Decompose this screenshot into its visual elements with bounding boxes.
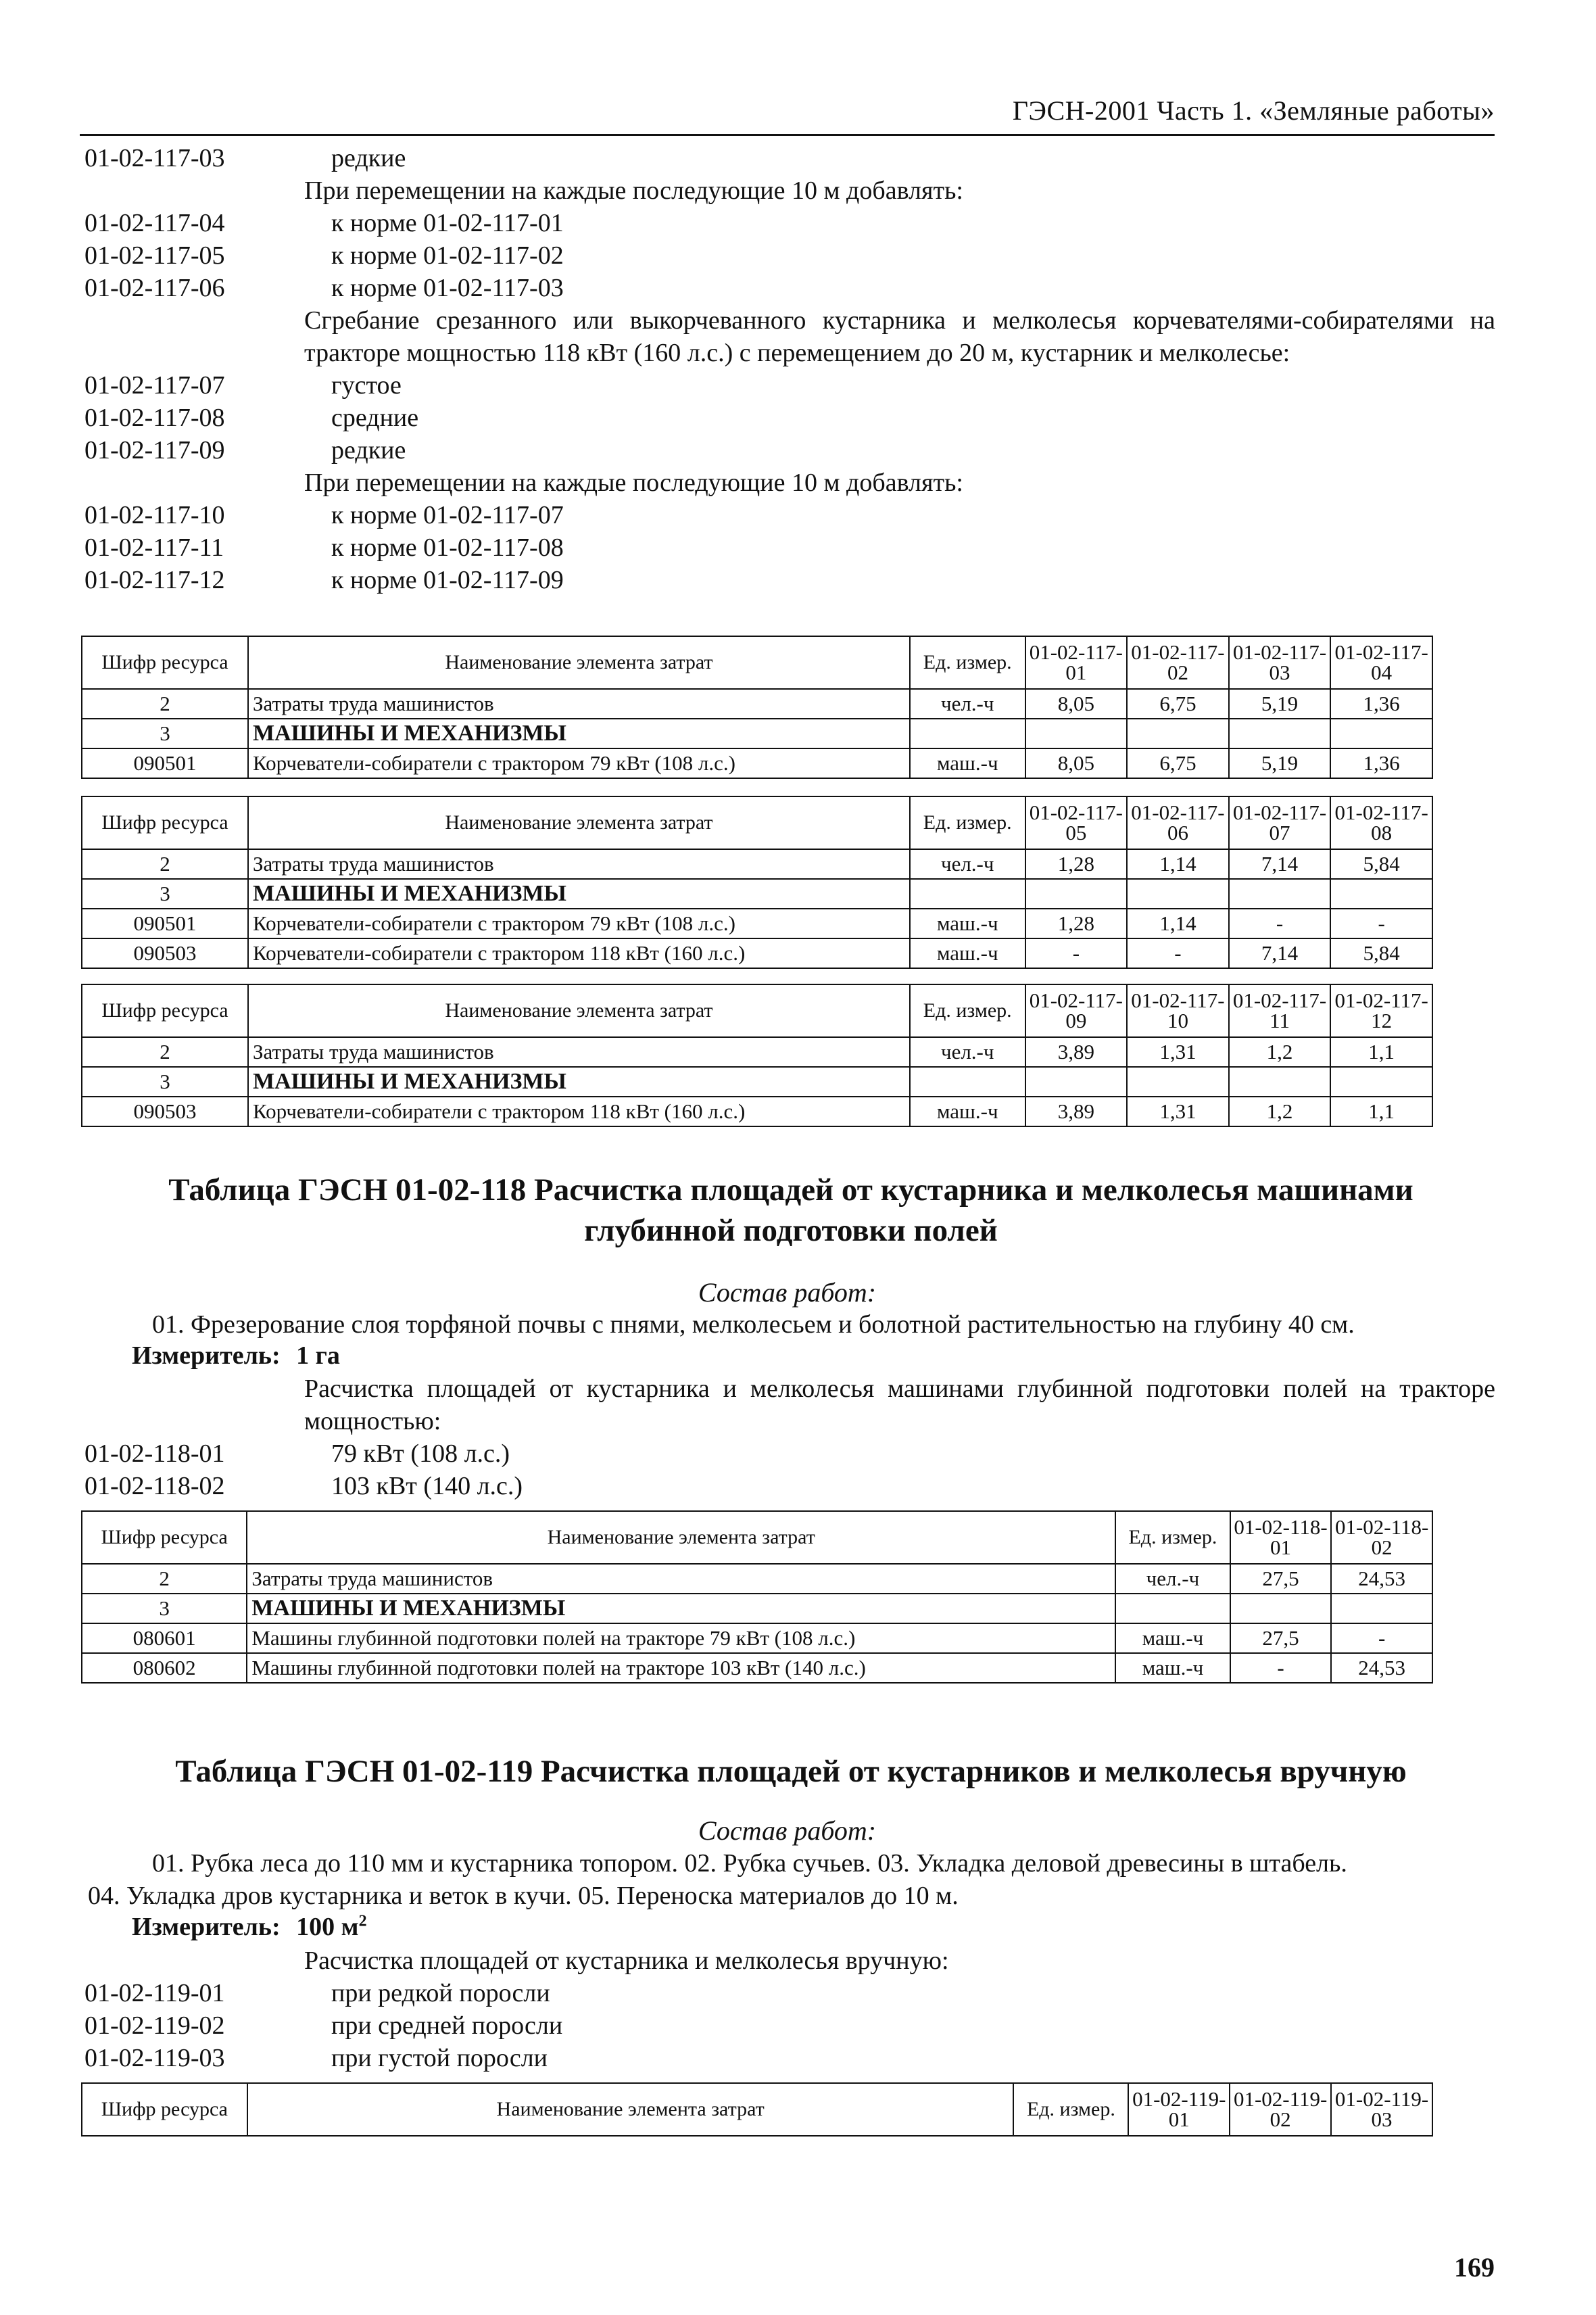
table-row — [82, 719, 1432, 748]
norm-column-header: 01-02-119-02 — [1230, 2083, 1331, 2136]
norm-text: редкие — [331, 144, 406, 172]
norm-text: При перемещении на каждые последующие 10 м добавлять: — [304, 469, 963, 497]
norm-text: Сгребание срезанного или выкорчеванного кустарника и мелколесья корчевателями-собирателями на тракторе мощностью 118 кВт (160 л.с.) с перемещением до 20 м, кустарник и мелколесье: — [304, 306, 1495, 367]
norm-code: 01-02-119-02 — [84, 2011, 225, 2040]
cell-value: 3,89 — [1025, 1097, 1128, 1126]
cell-value: 1,28 — [1025, 909, 1128, 938]
norm-text: к норме 01-02-117-03 — [331, 274, 564, 302]
cell-unit: маш.-ч — [1115, 1623, 1230, 1653]
cell-code: 090501 — [82, 748, 248, 778]
cell-value: 3,89 — [1025, 1037, 1128, 1067]
norm-list-119 — [82, 1944, 1495, 2074]
norm-column-header: 01-02-119-01 — [1128, 2083, 1230, 2136]
cell-code: 3 — [82, 879, 248, 909]
cell-value — [1229, 1067, 1331, 1097]
cell-value — [1025, 1067, 1128, 1097]
measure-value — [296, 1913, 366, 1941]
norm-column-header: 01-02-117-09 — [1025, 984, 1128, 1037]
norm-text: 79 кВт (108 л.с.) — [331, 1439, 510, 1468]
norm-text: При перемещении на каждые последующие 10 м добавлять: — [304, 176, 963, 205]
cell-value — [1330, 719, 1432, 748]
cell-value: 8,05 — [1025, 748, 1128, 778]
cell-unit: маш.-ч — [910, 1097, 1025, 1126]
work-composition-119-line1: 01. Рубка леса до 110 мм и кустарника топором. 02. Рубка сучьев. 03. Укладка деловой древесины в штабель. — [152, 1849, 1347, 1878]
running-header: ГЭСН-2001 Часть 1. «Земляные работы» — [1012, 95, 1495, 126]
norm-column-header: 01-02-117-01 — [1025, 636, 1128, 689]
measure-value-base: 100 м — [296, 1913, 359, 1941]
norm-column-header: 01-02-118-02 — [1331, 1511, 1432, 1564]
norm-row — [82, 1470, 1495, 1502]
cell-value: 1,1 — [1330, 1097, 1432, 1126]
cell-value — [1330, 879, 1432, 909]
cell-name: МАШИНЫ И МЕХАНИЗМЫ — [248, 879, 910, 909]
norm-text: при густой поросли — [331, 2044, 548, 2072]
norm-text: к норме 01-02-117-01 — [331, 209, 564, 237]
cell-name: Машины глубинной подготовки полей на тракторе 79 кВт (108 л.с.) — [247, 1623, 1115, 1653]
cell-value — [1330, 1067, 1432, 1097]
sostav-heading-118: Состав работ: — [698, 1277, 877, 1308]
cell-value — [1025, 719, 1128, 748]
norm-list-118 — [82, 1373, 1495, 1502]
norm-row — [82, 2009, 1495, 2042]
norm-code: 01-02-117-08 — [84, 404, 225, 432]
norm-column-header: 01-02-118-01 — [1230, 1511, 1332, 1564]
header-unit: Ед. измер. — [1115, 1511, 1230, 1564]
norm-code: 01-02-117-11 — [84, 533, 224, 562]
cell-unit: маш.-ч — [910, 748, 1025, 778]
cell-value: 1,36 — [1330, 748, 1432, 778]
norm-code: 01-02-117-05 — [84, 241, 225, 270]
norm-row — [82, 467, 1495, 499]
measure-value-sup: 2 — [358, 1912, 367, 1930]
cell-value: 5,84 — [1330, 849, 1432, 879]
norm-code: 01-02-117-03 — [84, 144, 225, 172]
cell-unit: чел.-ч — [910, 1037, 1025, 1067]
cell-value: 1,14 — [1127, 849, 1229, 879]
cell-value — [1127, 1067, 1229, 1097]
table-row — [82, 938, 1432, 968]
cell-value — [1229, 879, 1331, 909]
cell-value: 27,5 — [1230, 1564, 1332, 1594]
norm-column-header: 01-02-117-11 — [1229, 984, 1331, 1037]
table-row — [82, 1067, 1432, 1097]
norm-text: средние — [331, 404, 419, 432]
work-composition-119-line2: 04. Укладка дров кустарника и веток в кучи. 05. Переноска материалов до 10 м. — [88, 1882, 959, 1910]
cell-value — [1127, 719, 1229, 748]
norm-row — [82, 402, 1495, 434]
table-row — [82, 748, 1432, 778]
cell-value: - — [1330, 909, 1432, 938]
table-118-title-line1: Таблица ГЭСН 01-02-118 Расчистка площадей от кустарника и мелколесья машинами — [168, 1172, 1413, 1208]
norm-code: 01-02-118-02 — [84, 1472, 225, 1500]
norm-column-header: 01-02-117-04 — [1330, 636, 1432, 689]
norm-row — [82, 369, 1495, 402]
cell-value: 7,14 — [1229, 849, 1331, 879]
norm-code: 01-02-117-04 — [84, 209, 225, 237]
table-118-title — [95, 1170, 1487, 1251]
cell-unit: маш.-ч — [1115, 1653, 1230, 1683]
cell-value: 5,19 — [1229, 689, 1331, 719]
resource-table-117-05-08 — [81, 796, 1433, 969]
cell-value: 1,2 — [1229, 1097, 1331, 1126]
cell-value: 6,75 — [1127, 689, 1229, 719]
cell-unit — [1115, 1594, 1230, 1623]
norm-row — [82, 207, 1495, 239]
norm-row — [82, 499, 1495, 531]
table-row — [82, 1564, 1432, 1594]
cell-value — [1230, 1594, 1332, 1623]
norm-code: 01-02-117-09 — [84, 436, 225, 464]
norm-text: при средней поросли — [331, 2011, 563, 2040]
norm-list-117 — [82, 142, 1495, 596]
norm-column-header: 01-02-117-12 — [1330, 984, 1432, 1037]
cell-unit: чел.-ч — [1115, 1564, 1230, 1594]
header-unit: Ед. измер. — [910, 984, 1025, 1037]
norm-code: 01-02-117-07 — [84, 371, 225, 400]
norm-row — [82, 1437, 1495, 1470]
sostav-heading-119: Состав работ: — [698, 1815, 877, 1846]
cell-name: Машины глубинной подготовки полей на тракторе 103 кВт (140 л.с.) — [247, 1653, 1115, 1683]
header-name: Наименование элемента затрат — [247, 2083, 1014, 2136]
norm-row — [82, 239, 1495, 272]
norm-text: Расчистка площадей от кустарника и мелколесья вручную: — [304, 1947, 949, 1975]
table-row — [82, 1594, 1432, 1623]
cell-value: - — [1230, 1653, 1332, 1683]
work-composition-118: 01. Фрезерование слоя торфяной почвы с пнями, мелколесьем и болотной растительностью на глубину 40 см. — [152, 1310, 1355, 1339]
norm-row — [82, 272, 1495, 304]
cell-value: - — [1025, 938, 1128, 968]
cell-code: 080602 — [82, 1653, 247, 1683]
cell-value: 1,31 — [1127, 1097, 1229, 1126]
cell-name: МАШИНЫ И МЕХАНИЗМЫ — [247, 1594, 1115, 1623]
measure-119 — [132, 1912, 367, 1942]
norm-column-header: 01-02-117-06 — [1127, 796, 1229, 849]
cell-code: 2 — [82, 1564, 247, 1594]
cell-value: - — [1331, 1623, 1432, 1653]
cell-unit — [910, 719, 1025, 748]
norm-column-header: 01-02-117-10 — [1127, 984, 1229, 1037]
norm-text: к норме 01-02-117-09 — [331, 566, 564, 594]
cell-value: 1,2 — [1229, 1037, 1331, 1067]
cell-code: 080601 — [82, 1623, 247, 1653]
cell-code: 3 — [82, 1594, 247, 1623]
table-row — [82, 879, 1432, 909]
measure-label: Измеритель: — [132, 1341, 281, 1370]
header-code: Шифр ресурса — [82, 1511, 247, 1564]
measure-118 — [132, 1341, 340, 1370]
cell-name: МАШИНЫ И МЕХАНИЗМЫ — [248, 1067, 910, 1097]
table-row — [82, 849, 1432, 879]
table-header-row — [82, 636, 1432, 689]
norm-row — [82, 174, 1495, 207]
norm-code — [82, 174, 304, 207]
norm-column-header: 01-02-117-07 — [1229, 796, 1331, 849]
cell-code: 090503 — [82, 1097, 248, 1126]
cell-value: 8,05 — [1025, 689, 1128, 719]
table-header-row — [82, 796, 1432, 849]
header-name: Наименование элемента затрат — [248, 984, 910, 1037]
table-row — [82, 1097, 1432, 1126]
header-code: Шифр ресурса — [82, 2083, 247, 2136]
cell-value: - — [1229, 909, 1331, 938]
norm-row — [82, 304, 1495, 369]
header-rule — [80, 134, 1495, 136]
cell-name: МАШИНЫ И МЕХАНИЗМЫ — [248, 719, 910, 748]
cell-name: Затраты труда машинистов — [248, 689, 910, 719]
measure-value: 1 га — [296, 1341, 340, 1370]
norm-text: к норме 01-02-117-07 — [331, 501, 564, 529]
norm-row — [82, 531, 1495, 564]
norm-code — [82, 1944, 304, 1977]
table-118-title-line2: глубинной подготовки полей — [584, 1213, 998, 1248]
cell-name: Затраты труда машинистов — [248, 849, 910, 879]
cell-code: 2 — [82, 849, 248, 879]
table-row — [82, 1653, 1432, 1683]
cell-name: Корчеватели-собиратели с трактором 118 кВт (160 л.с.) — [248, 1097, 910, 1126]
cell-value: 7,14 — [1229, 938, 1331, 968]
cell-value: 1,1 — [1330, 1037, 1432, 1067]
table-119-title: Таблица ГЭСН 01-02-119 Расчистка площадей от кустарников и мелколесья вручную — [175, 1754, 1407, 1789]
norm-code: 01-02-117-10 — [84, 501, 225, 529]
cell-code: 3 — [82, 1067, 248, 1097]
cell-value — [1025, 879, 1128, 909]
norm-text: густое — [331, 371, 402, 400]
table-row — [82, 1623, 1432, 1653]
cell-value: 24,53 — [1331, 1653, 1432, 1683]
norm-code — [82, 304, 304, 369]
norm-text: к норме 01-02-117-02 — [331, 241, 564, 270]
cell-value: 5,84 — [1330, 938, 1432, 968]
norm-code: 01-02-119-03 — [84, 2044, 225, 2072]
norm-code: 01-02-117-12 — [84, 566, 225, 594]
norm-row — [82, 1944, 1495, 1977]
cell-name: Корчеватели-собиратели с трактором 79 кВт (108 л.с.) — [248, 748, 910, 778]
cell-unit: чел.-ч — [910, 689, 1025, 719]
header-unit: Ед. измер. — [910, 796, 1025, 849]
norm-row — [82, 1373, 1495, 1437]
norm-row — [82, 434, 1495, 467]
cell-value: - — [1127, 938, 1229, 968]
norm-column-header: 01-02-117-05 — [1025, 796, 1128, 849]
norm-text: при редкой поросли — [331, 1979, 550, 2007]
resource-table-117-09-12 — [81, 984, 1433, 1127]
header-code: Шифр ресурса — [82, 796, 248, 849]
norm-column-header: 01-02-119-03 — [1331, 2083, 1432, 2136]
cell-code: 3 — [82, 719, 248, 748]
cell-value — [1331, 1594, 1432, 1623]
cell-unit — [910, 1067, 1025, 1097]
norm-code — [82, 467, 304, 499]
header-unit: Ед. измер. — [910, 636, 1025, 689]
cell-code: 090501 — [82, 909, 248, 938]
cell-value: 6,75 — [1127, 748, 1229, 778]
cell-value — [1229, 719, 1331, 748]
cell-unit: чел.-ч — [910, 849, 1025, 879]
norm-row — [82, 142, 1495, 174]
cell-code: 2 — [82, 1037, 248, 1067]
measure-label: Измеритель: — [132, 1913, 281, 1941]
cell-code: 2 — [82, 689, 248, 719]
norm-text: редкие — [331, 436, 406, 464]
norm-column-header: 01-02-117-03 — [1229, 636, 1331, 689]
table-row — [82, 909, 1432, 938]
table-row — [82, 1037, 1432, 1067]
cell-name: Затраты труда машинистов — [248, 1037, 910, 1067]
header-unit: Ед. измер. — [1013, 2083, 1128, 2136]
norm-text: к норме 01-02-117-08 — [331, 533, 564, 562]
resource-table-118 — [81, 1510, 1433, 1684]
norm-code — [82, 1373, 304, 1437]
header-code: Шифр ресурса — [82, 636, 248, 689]
norm-row — [82, 2042, 1495, 2074]
cell-unit — [910, 879, 1025, 909]
resource-table-119-header — [81, 2082, 1433, 2137]
cell-value: 5,19 — [1229, 748, 1331, 778]
header-name: Наименование элемента затрат — [247, 1511, 1115, 1564]
norm-text: Расчистка площадей от кустарника и мелколесья машинами глубинной подготовки полей на тракторе мощностью: — [304, 1375, 1495, 1435]
resource-table-117-01-04 — [81, 636, 1433, 779]
page-number: 169 — [1454, 2252, 1495, 2283]
cell-value: 1,36 — [1330, 689, 1432, 719]
cell-name: Корчеватели-собиратели с трактором 79 кВт (108 л.с.) — [248, 909, 910, 938]
cell-name: Затраты труда машинистов — [247, 1564, 1115, 1594]
header-name: Наименование элемента затрат — [248, 796, 910, 849]
norm-row — [82, 564, 1495, 596]
table-header-row — [82, 2083, 1432, 2136]
cell-value: 24,53 — [1331, 1564, 1432, 1594]
cell-value: 1,31 — [1127, 1037, 1229, 1067]
cell-value: 1,14 — [1127, 909, 1229, 938]
cell-value: 1,28 — [1025, 849, 1128, 879]
cell-unit: маш.-ч — [910, 909, 1025, 938]
table-header-row — [82, 984, 1432, 1037]
norm-code: 01-02-118-01 — [84, 1439, 225, 1468]
header-name: Наименование элемента затрат — [248, 636, 910, 689]
cell-value — [1127, 879, 1229, 909]
cell-value: 27,5 — [1230, 1623, 1332, 1653]
norm-row — [82, 1977, 1495, 2009]
norm-code: 01-02-119-01 — [84, 1979, 225, 2007]
norm-column-header: 01-02-117-08 — [1330, 796, 1432, 849]
table-header-row — [82, 1511, 1432, 1564]
norm-code: 01-02-117-06 — [84, 274, 225, 302]
header-code: Шифр ресурса — [82, 984, 248, 1037]
cell-unit: маш.-ч — [910, 938, 1025, 968]
cell-name: Корчеватели-собиратели с трактором 118 кВт (160 л.с.) — [248, 938, 910, 968]
norm-text: 103 кВт (140 л.с.) — [331, 1472, 523, 1500]
cell-code: 090503 — [82, 938, 248, 968]
table-row — [82, 689, 1432, 719]
norm-column-header: 01-02-117-02 — [1127, 636, 1229, 689]
